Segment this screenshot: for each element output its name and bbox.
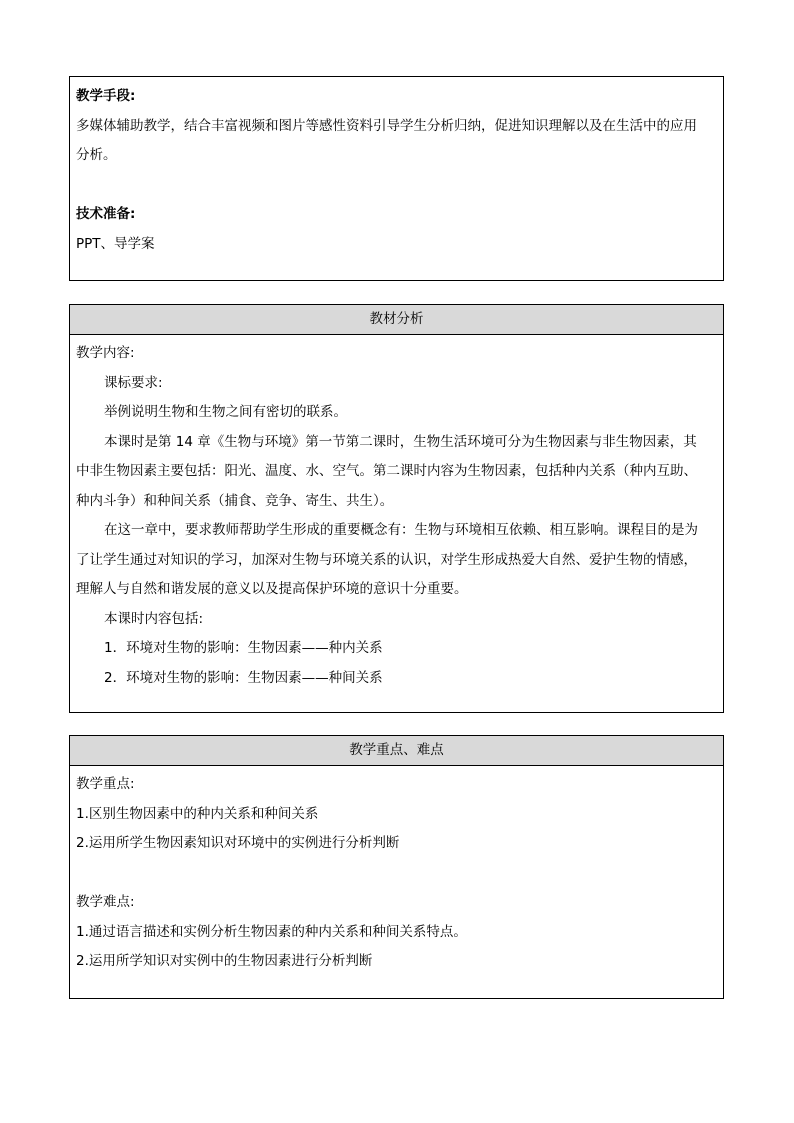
list-item: 2.运用所学生物因素知识对环境中的实例进行分析判断 — [76, 835, 400, 851]
means-line-2: 分析。 — [76, 147, 117, 163]
spacer — [76, 859, 717, 889]
means-heading: 教学手段: — [76, 88, 136, 104]
key-difficult-header: 教学重点、难点 — [70, 736, 723, 766]
list-item: 1.通过语言描述和实例分析生物因素的种内关系和种间关系特点。 — [76, 923, 467, 940]
key-label: 教学重点: — [76, 776, 135, 792]
key-difficult-box — [69, 735, 724, 999]
standard-text: 举例说明生物和生物之间有密切的联系。 — [104, 404, 347, 420]
spacer — [76, 171, 717, 201]
list-item: 2．环境对生物的影响：生物因素——种间关系 — [104, 669, 383, 686]
list-item: 1.区别生物因素中的种内关系和种间关系 — [76, 805, 319, 822]
para2-line-1: 在这一章中，要求教师帮助学生形成的重要概念有：生物与环境相互依赖、相互影响。课程目的是为 — [104, 522, 698, 538]
para2-line-2: 了让学生通过对知识的学习，加深对生物与环境关系的认识，对学生形成热爱大自然、爱护生物的情感， — [76, 551, 697, 568]
content-label: 教学内容: — [76, 345, 135, 361]
para1-line-3: 种内斗争）和种间关系（捕食、竞争、寄生、共生）。 — [76, 492, 394, 509]
para1-line-1: 本课时是第 14 章《生物与环境》第一节第二课时，生物生活环境可分为生物因素与非生物因素，其 — [104, 433, 697, 450]
para1-line-2: 中非生物因素主要包括：阳光、温度、水、空气。第二课时内容为生物因素，包括种内关系（种内互助、 — [76, 463, 697, 479]
material-analysis-header: 教材分析 — [70, 305, 723, 335]
difficulty-label: 教学难点: — [76, 894, 135, 910]
list-item: 2.运用所学知识对实例中的生物因素进行分析判断 — [76, 953, 373, 969]
list-item: 1．环境对生物的影响：生物因素——种内关系 — [104, 640, 383, 656]
key-difficult-body — [70, 766, 723, 977]
material-analysis-box — [69, 304, 724, 713]
means-line-1: 多媒体辅助教学，结合丰富视频和图片等感性资料引导学生分析归纳，促进知识理解以及在生活中的应用 — [76, 117, 697, 134]
tech-heading: 技术准备: — [76, 206, 136, 222]
para2-line-3: 理解人与自然和谐发展的意义以及提高保护环境的意识十分重要。 — [76, 581, 468, 597]
material-analysis-body — [70, 335, 723, 693]
standard-label: 课标要求: — [104, 374, 163, 391]
includes-label: 本课时内容包括: — [104, 610, 204, 627]
tech-text: PPT、导学案 — [76, 235, 155, 252]
teaching-means-body — [70, 77, 723, 259]
teaching-means-box — [69, 76, 724, 281]
